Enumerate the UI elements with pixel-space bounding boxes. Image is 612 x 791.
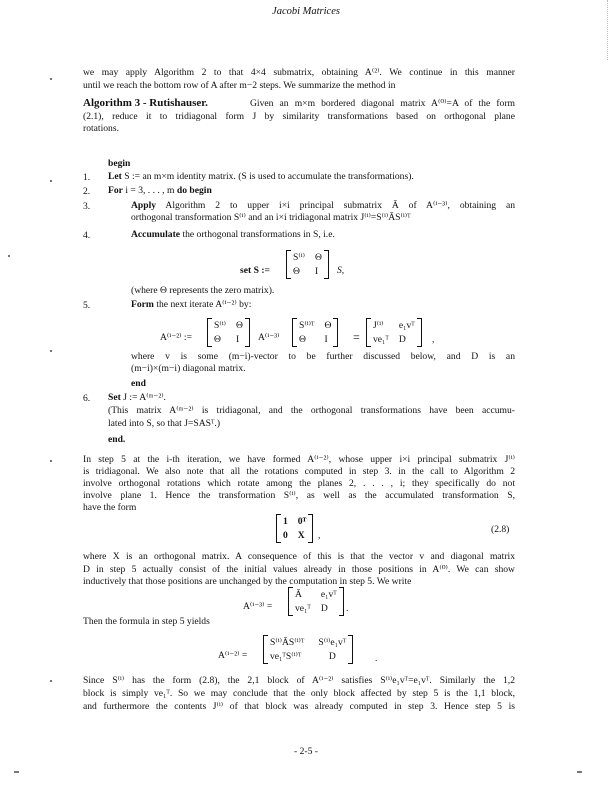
equation-text: A⁽ⁱ⁻³⁾ = [243,601,273,612]
running-header: Jacobi Matrices [272,6,340,17]
equation-text: . [375,653,378,664]
equation-text: , [432,334,435,345]
matrix-cell: I [314,266,319,277]
step-number: 2. [83,186,91,197]
equation-text: S, [337,265,345,276]
scan-speck [50,460,52,462]
matrix-cell: X [297,530,305,541]
text-line: (m−i)×(m−i) diagonal matrix. [131,363,246,374]
matrix-cell: Θ [235,320,243,331]
equation-text: = [353,330,360,344]
block-matrix [288,587,344,616]
text-line: (This matrix A⁽ᵐ⁻²⁾ is tridiagonal, and the orthogonal transformations have been accumu- [108,405,515,416]
end-keyword: end [131,378,146,389]
block-matrix [207,318,250,347]
equation-text: . [346,603,349,614]
scan-speck [50,180,52,182]
matrix-cell: S⁽ⁱ⁾e₁vᵀ [318,637,347,648]
text-line: until we reach the bottom row of A after m−2 steps. We summarize the method in [83,80,396,91]
text-line: have the form [83,502,137,513]
step-keyword: do begin [176,185,212,196]
matrix-cell: Θ [314,252,322,263]
text-line: inductively that those positions are unchanged by the computation in step 5. We write [83,576,412,587]
matrix-cell: 0 [283,530,288,541]
matrix-cell: S⁽ⁱ⁾ [293,252,305,263]
text-line: where v is some (m−i)-vector to be further discussed below, and D is an [131,351,515,362]
equation-text: A⁽ⁱ⁻²⁾ = [218,650,248,661]
text-line: involve orthogonal rotations which rotate among the planes 2, . . . , i; they specifically do not [83,478,515,489]
matrix-cell: S⁽ⁱ⁾ĀS⁽ⁱ⁾ᵀ [270,637,305,648]
equation-text: A⁽ⁱ⁻³⁾ [258,332,280,343]
matrix-cell: I [235,334,240,345]
matrix-cell: S⁽ⁱ⁾ᵀ [299,320,315,331]
matrix-cell: Θ [324,320,332,331]
block-matrix [286,250,329,279]
step-keyword: Set [108,392,121,403]
step-keyword: For [108,185,123,196]
equation-text: A⁽ⁱ⁻²⁾ := [160,332,192,343]
step-text: the orthogonal transformations in S, i.e. [182,229,335,240]
scan-speck [50,350,52,352]
matrix-cell: J⁽ⁱ⁾ [373,320,384,331]
text-line: rotations. [83,123,119,134]
page-number: - 2-5 - [294,746,318,757]
scan-edge [607,0,609,60]
step-number: 5. [83,300,91,311]
text-line: where X is an orthogonal matrix. A consequence of this is that the vector v and diagonal matrix [83,551,515,562]
end-keyword: end. [108,434,126,445]
matrix-cell: ve₁ᵀS⁽ⁱ⁾ᵀ [270,651,302,662]
text-line: lated into S, so that J=SASᵀ.) [108,418,221,429]
step-keyword: Accumulate [131,229,181,240]
matrix-cell: 1 [283,516,288,527]
text-line: In step 5 at the i-th iteration, we have formed A⁽ⁱ⁻²⁾, whose upper i×i principal submatrix J⁽ⁱ⁾ [83,454,515,465]
step-number: 1. [83,172,91,183]
scan-speck [50,78,52,80]
equation-text: set S := [240,265,270,276]
matrix-cell: e₁vᵀ [398,320,415,331]
block-matrix [366,318,422,347]
text-line: we may apply Algorithm 2 to that 4×4 submatrix, obtaining A⁽²⁾. We continue in this manner [83,67,515,78]
step-number: 3. [83,201,91,212]
step-text: i = 3, . . . , m [125,185,175,196]
scan-speck [50,680,52,682]
text-line: D in step 5 actually consist of the initial values already in those positions in A⁽⁰⁾. We can show [83,564,515,575]
matrix-cell: Θ [293,266,300,277]
equation-number: (2.8) [491,524,510,535]
step-text: the next iterate A⁽ⁱ⁻²⁾ by: [156,299,252,310]
step-note: (where Θ represents the zero matrix). [131,285,275,296]
algorithm-title: Algorithm 3 - Rutishauser. [83,97,208,109]
scan-speck [577,771,582,773]
matrix-cell: D [328,651,336,662]
scan-speck [14,771,19,773]
matrix-cell: D [320,603,328,614]
equation-text: , [318,530,321,541]
text-line: is tridiagonal. We also note that all the rotations computed in step 3. in the call to Algorithm 2 [83,466,515,477]
step-keyword: Let [108,171,122,182]
matrix-cell: Θ [299,334,306,345]
text-line: Then the formula in step 5 yields [83,616,210,627]
matrix-cell: S⁽ⁱ⁾ [214,320,226,331]
text-line: involve plane 1. Hence the transformation S⁽ⁱ⁾, as well as the accumulated transformation S, [83,490,515,501]
begin-keyword: begin [108,158,131,169]
scan-speck [8,255,10,257]
block-matrix [263,635,353,664]
matrix-cell: Ā [295,589,302,600]
matrix-cell: D [398,334,406,345]
step-keyword: Apply [131,200,157,211]
matrix-cell: Θ [214,334,221,345]
step-text: Algorithm 2 to upper i×i principal submatrix Ā of A⁽ⁱ⁻³⁾, obtaining an [165,200,515,211]
text-line: (2.1), reduce it to tridiagonal form J by similarity transformations based on orthogonal plane [83,111,515,122]
matrix-cell: e₁vᵀ [320,589,337,600]
text-line: and furthermore the contents J⁽ⁱ⁾ of that block was already computed in step 3. Hence step 5 is [83,701,515,712]
matrix-cell: 0ᵀ [297,516,307,527]
text-line: Since S⁽ⁱ⁾ has the form (2.8), the 2,1 block of A⁽ⁱ⁻²⁾ satisfies S⁽ⁱ⁾e₁vᵀ=e₁vᵀ. Similarly the 1,2 [83,675,515,686]
step-text: S := an m×m identity matrix. (S is used to accumulate the transformations). [124,171,414,182]
step-number: 4. [83,230,91,241]
block-matrix [292,318,338,347]
matrix-cell: ve₁ᵀ [373,334,389,345]
step-text: J := A⁽ᵐ⁻²⁾. [123,392,166,403]
step-text: orthogonal transformation S⁽ⁱ⁾ and an i×i tridiagonal matrix J⁽ⁱ⁾=S⁽ⁱ⁾ĀS⁽ⁱ⁾ᵀ [131,212,411,223]
step-number: 6. [83,393,91,404]
text-line: block is simply ve₁ᵀ. So we may conclude that the only block affected by step 5 is the 1,1 block, [83,688,515,699]
matrix-cell: ve₁ᵀ [295,603,311,614]
step-keyword: Form [131,299,154,310]
text-line: Given an m×m bordered diagonal matrix A⁽⁰⁾=A of the form [250,98,515,109]
block-matrix [276,514,313,543]
matrix-cell: I [324,334,328,345]
